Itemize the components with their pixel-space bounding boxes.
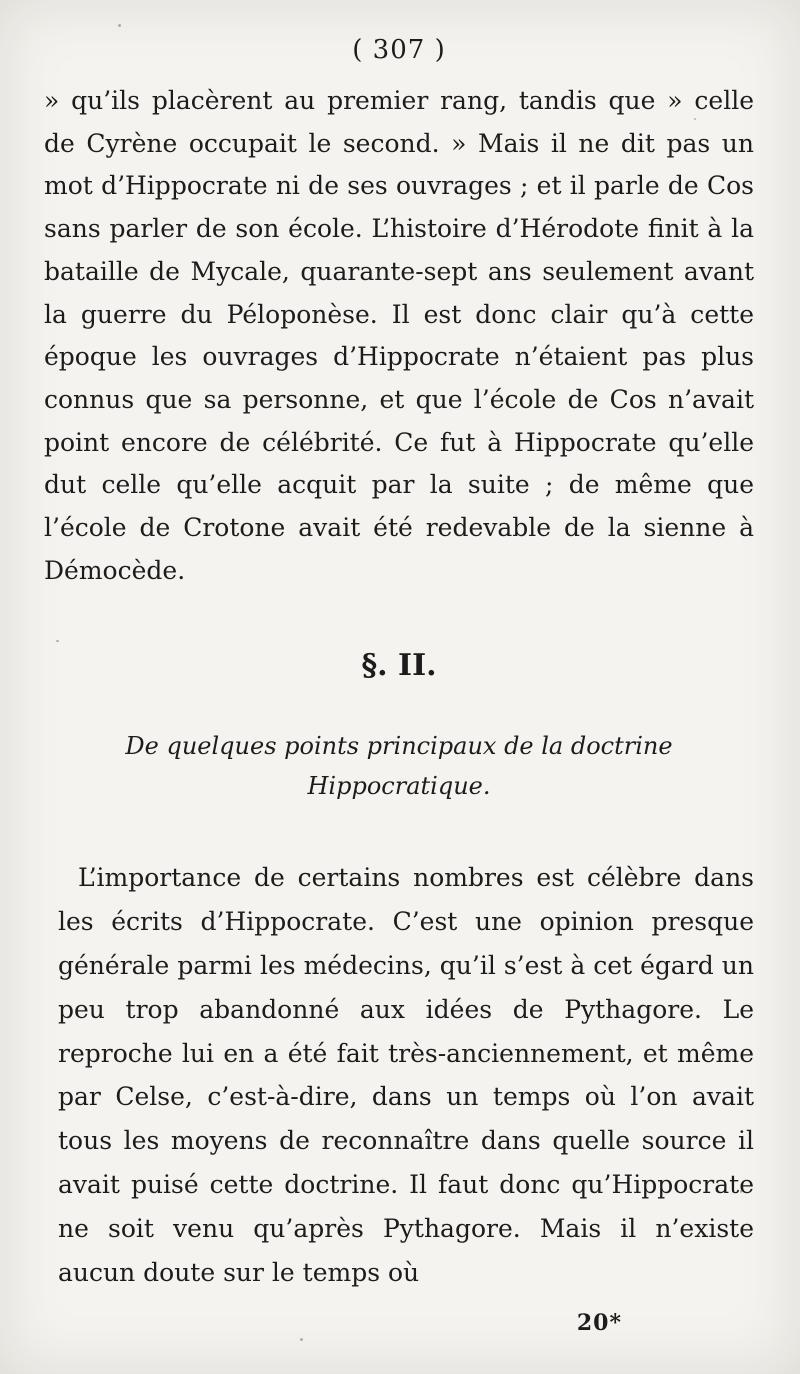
paper-speck [740, 1190, 742, 1193]
section-heading: §. II. [361, 648, 437, 684]
paper-speck [300, 1338, 303, 1341]
page-number: ( 307 ) [352, 35, 446, 65]
paper-speck [694, 118, 696, 120]
paper-speck [118, 24, 121, 27]
body-paragraph: L’importance de certains nombres est célèbre dans les écrits d’Hippocrate. C’est une opinion presque générale parmi les médecins, qu’il s’est à cet égard un peu trop abandonné aux idées de Pythagore. Le reproche lui en a été fait très-anciennement, et même par Celse, c’est-à-dire, dans un temps où l’on avait tous les moyens de reconnaître dans quelle source il avait puisé cette doctrine. Il faut donc qu’Hippocrate ne soit venu qu’après Pythagore. Mais il n’existe aucun doute sur le temps où [58, 863, 754, 1287]
signature-mark: 20* [576, 1310, 622, 1336]
top-paragraph: » qu’ils placèrent au premier rang, tandis que » celle de Cyrène occupait le second. » Mais il ne dit pas un mot d’Hippocrate ni de ses ouvrages ; et il parle de Cos sans parler de son école. L’histoire d’Hérodote finit à la bataille de Mycale, quarante-sept ans seulement avant la guerre du Péloponèse. Il est donc clair qu’à cette époque les ouvrages d’Hippocrate n’étaient pas plus connus que sa personne, et que l’école de Cos n’avait point encore de célébrité. Ce fut à Hippocrate qu’elle dut celle qu’elle acquit par la suite ; de même que l’école de Crotone avait été redevable de la sienne à Démocède. [44, 86, 754, 585]
paper-speck [56, 640, 59, 642]
section-title: De quelques points principaux de la doctrine Hippocratique. [125, 732, 673, 801]
